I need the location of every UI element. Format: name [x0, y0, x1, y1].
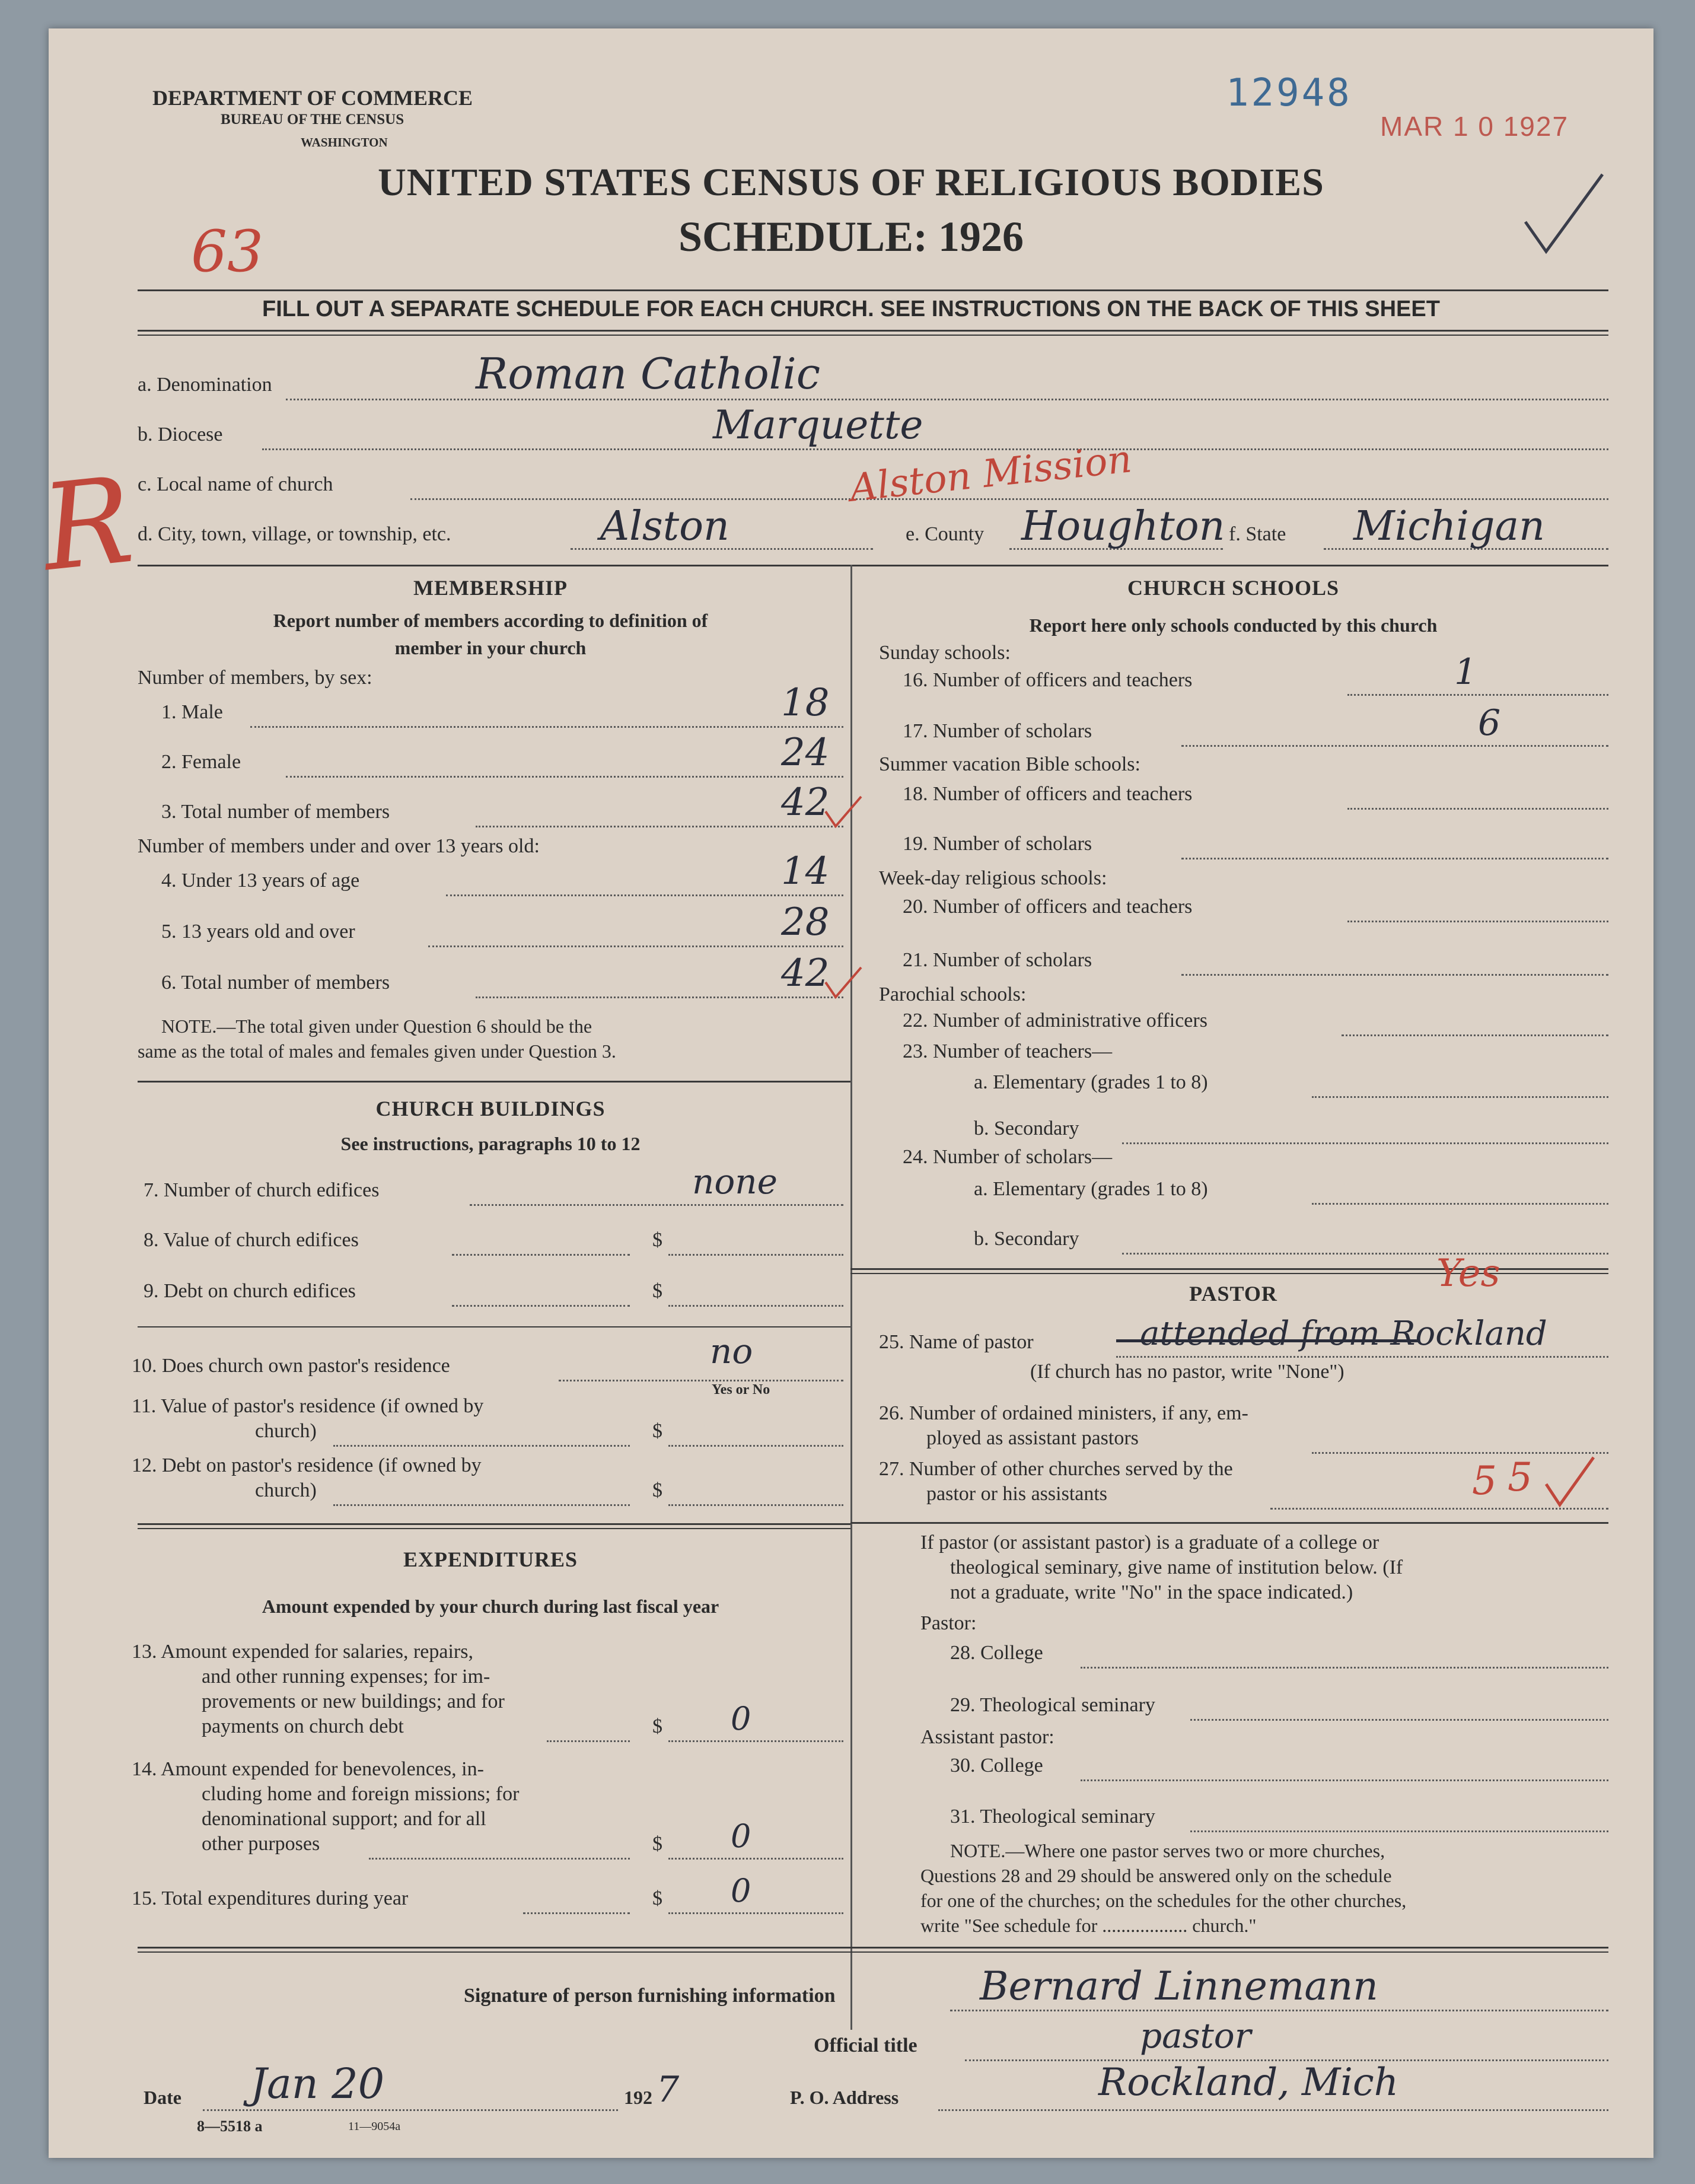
expenditures-heading: EXPENDITURES — [403, 1548, 578, 1571]
date-label: Date — [144, 2087, 181, 2108]
pastor-note-line2: Questions 28 and 29 should be answered only on the schedule — [920, 1865, 1392, 1886]
q13-amount-field[interactable]: 0 — [731, 1700, 751, 1737]
membership-note-line1: NOTE.—The total given under Question 6 should be the — [161, 1015, 592, 1037]
q24b-field[interactable] — [1122, 1253, 1608, 1255]
q11-label-line1: 11. Value of pastor's residence (if owned by — [132, 1395, 484, 1417]
q27-label-line2: pastor or his assistants — [926, 1483, 1108, 1505]
q30-college-field[interactable] — [1081, 1779, 1608, 1781]
q12-debt-field[interactable] — [668, 1504, 843, 1506]
q13-label-line4: payments on church debt — [202, 1715, 404, 1737]
membership-intro-line2: member in your church — [394, 637, 587, 658]
local-name-label: c. Local name of church — [138, 473, 333, 495]
q9-debt-field[interactable] — [668, 1305, 843, 1307]
q18-label: 18. Number of officers and teachers — [903, 783, 1193, 805]
buildings-heading: CHURCH BUILDINGS — [375, 1097, 606, 1120]
q17-label: 17. Number of scholars — [903, 720, 1092, 742]
graduate-instruction-line1: If pastor (or assistant pastor) is a graduate of a college or — [920, 1532, 1379, 1553]
margin-number-annotation: 63 — [191, 218, 264, 285]
membership-intro-line1: Report number of members according to definition of — [273, 610, 708, 631]
q26-label-line1: 26. Number of ordained ministers, if any, em- — [879, 1402, 1248, 1424]
expenditures-intro: Amount expended by your church during last fiscal year — [262, 1596, 719, 1617]
department-label: DEPARTMENT OF COMMERCE — [152, 86, 473, 110]
q25-note: (If church has no pastor, write "None") — [1030, 1361, 1344, 1383]
q7-label: 7. Number of church edifices — [144, 1179, 380, 1201]
q25-pastor-field[interactable]: attended from Rockland — [1140, 1314, 1547, 1353]
city-town-label: d. City, town, village, or township, etc. — [138, 523, 451, 545]
q5-over13-field[interactable]: 28 — [781, 900, 830, 944]
schools-intro: Report here only schools conducted by this church — [1029, 615, 1438, 636]
q23b-label: b. Secondary — [974, 1118, 1079, 1139]
q27-correction: 5 — [1508, 1454, 1532, 1500]
margin-letter-annotation: R — [36, 451, 139, 598]
q19-scholars-field[interactable] — [1181, 858, 1608, 859]
q23b-field[interactable] — [1122, 1142, 1608, 1144]
pastor-subheading: Pastor: — [920, 1612, 977, 1634]
q12-label-line2: church) — [255, 1479, 317, 1501]
q29-seminary-field[interactable] — [1190, 1719, 1608, 1721]
q15-total-field[interactable]: 0 — [731, 1872, 751, 1909]
q13-dollar-sign: $ — [652, 1715, 662, 1737]
q6-total-field[interactable]: 42 — [781, 951, 830, 995]
graduate-instruction-line3: not a graduate, write "No" in the space indicated.) — [950, 1581, 1353, 1603]
buildings-intro: See instructions, paragraphs 10 to 12 — [340, 1133, 641, 1154]
q17-scholars-field[interactable]: 6 — [1478, 702, 1501, 744]
checkmark-icon — [1543, 1454, 1597, 1508]
q8-value-field[interactable] — [668, 1254, 843, 1256]
q19-label: 19. Number of scholars — [903, 833, 1092, 855]
city-label: WASHINGTON — [301, 135, 388, 149]
q11-label-line2: church) — [255, 1420, 317, 1442]
q14-label-line1: 14. Amount expended for benevolences, in- — [132, 1758, 484, 1780]
q20-officers-field[interactable] — [1347, 921, 1608, 922]
q13-label-line2: and other running expenses; for im- — [202, 1666, 490, 1688]
q28-college-field[interactable] — [1081, 1667, 1608, 1669]
weekday-schools-label: Week-day religious schools: — [879, 867, 1107, 889]
q14-label-line3: denominational support; and for all — [202, 1808, 486, 1830]
county-label: e. County — [906, 523, 984, 545]
schools-heading: CHURCH SCHOOLS — [1127, 576, 1340, 600]
q25-label: 25. Name of pastor — [879, 1331, 1034, 1353]
parochial-schools-label: Parochial schools: — [879, 983, 1027, 1005]
q16-label: 16. Number of officers and teachers — [903, 669, 1193, 691]
q1-label: 1. Male — [161, 701, 223, 723]
diocese-label: b. Diocese — [138, 424, 223, 445]
q7-edifices-field[interactable]: none — [692, 1161, 778, 1202]
q15-label: 15. Total expenditures during year — [132, 1887, 409, 1909]
q18-officers-field[interactable] — [1347, 808, 1608, 810]
q5-label: 5. 13 years old and over — [161, 921, 355, 943]
po-address-label: P. O. Address — [790, 2087, 899, 2108]
q31-seminary-field[interactable] — [1190, 1830, 1608, 1832]
pastor-note-line1: NOTE.—Where one pastor serves two or more churches, — [950, 1840, 1385, 1861]
q10-label: 10. Does church own pastor's residence — [132, 1355, 450, 1377]
q27-churches-field[interactable]: 5 — [1472, 1458, 1497, 1504]
q13-label-line1: 13. Amount expended for salaries, repairs, — [132, 1641, 473, 1663]
local-name-field[interactable]: Alston Mission — [847, 437, 1134, 511]
members-by-age-label: Number of members under and over 13 years old: — [138, 835, 540, 857]
official-title-field[interactable]: pastor — [1140, 2016, 1251, 2056]
q12-dollar-sign: $ — [652, 1479, 662, 1501]
q14-dollar-sign: $ — [652, 1833, 662, 1855]
q4-label: 4. Under 13 years of age — [161, 870, 360, 892]
serial-number-stamp: 12948 — [1226, 71, 1352, 115]
assistant-pastor-subheading: Assistant pastor: — [920, 1726, 1054, 1748]
q8-dollar-sign: $ — [652, 1229, 662, 1251]
pastor-annotation: Yes — [1436, 1252, 1500, 1295]
schedule-title: SCHEDULE: 1926 — [678, 213, 1024, 260]
q31-label: 31. Theological seminary — [950, 1806, 1155, 1828]
q28-label: 28. College — [950, 1642, 1043, 1664]
county-field[interactable]: Houghton — [1021, 503, 1225, 550]
checkmark-icon — [823, 964, 864, 1000]
q13-label-line3: provements or new buildings; and for — [202, 1690, 505, 1712]
bureau-label: BUREAU OF THE CENSUS — [221, 112, 404, 128]
signature-label: Signature of person furnishing information — [464, 1985, 836, 2007]
q22-officers-field[interactable] — [1342, 1034, 1608, 1036]
graduate-instruction-line2: theological seminary, give name of institution below. (If — [950, 1556, 1403, 1578]
q26-label-line2: ployed as assistant pastors — [926, 1427, 1139, 1449]
q3-label: 3. Total number of members — [161, 801, 390, 823]
form-title: UNITED STATES CENSUS OF RELIGIOUS BODIES — [378, 161, 1324, 204]
year-prefix: 192 — [624, 2087, 652, 2108]
pastor-note-line4: write "See schedule for .................. church." — [920, 1915, 1257, 1936]
q14-label-line4: other purposes — [202, 1833, 320, 1855]
q16-officers-field[interactable]: 1 — [1454, 651, 1477, 693]
print-number: 11—9054a — [348, 2120, 401, 2133]
q22-label: 22. Number of administrative officers — [903, 1010, 1207, 1031]
q2-female-field[interactable]: 24 — [781, 731, 830, 775]
q15-dollar-sign: $ — [652, 1887, 662, 1909]
sunday-schools-label: Sunday schools: — [879, 642, 1011, 664]
year-field[interactable]: 7 — [657, 2069, 680, 2110]
q24-label: 24. Number of scholars— — [903, 1146, 1113, 1168]
members-by-sex-label: Number of members, by sex: — [138, 667, 372, 689]
q23-label: 23. Number of teachers— — [903, 1040, 1113, 1062]
date-field[interactable]: Jan 20 — [250, 2059, 385, 2108]
summer-schools-label: Summer vacation Bible schools: — [879, 753, 1140, 775]
official-title-label: Official title — [814, 2035, 917, 2056]
q12-label-line1: 12. Debt on pastor's residence (if owned by — [132, 1454, 482, 1476]
q23a-label: a. Elementary (grades 1 to 8) — [974, 1071, 1208, 1093]
pastor-heading: PASTOR — [1189, 1282, 1277, 1306]
instruction-banner: FILL OUT A SEPARATE SCHEDULE FOR EACH CHURCH. SEE INSTRUCTIONS ON THE BACK OF THIS SHEET — [262, 297, 1440, 321]
q10-residence-field[interactable]: no — [710, 1331, 753, 1371]
diocese-field[interactable]: Marquette — [713, 402, 923, 448]
pastor-note-line3: for one of the churches; on the schedules for the other churches, — [920, 1890, 1407, 1911]
q6-label: 6. Total number of members — [161, 972, 390, 994]
q23a-field[interactable] — [1312, 1096, 1608, 1098]
received-date-stamp: MAR 1 0 1927 — [1380, 111, 1569, 142]
membership-note-line2: same as the total of males and females given under Question 3. — [138, 1040, 616, 1062]
q27-label-line1: 27. Number of other churches served by the — [879, 1458, 1233, 1480]
q20-label: 20. Number of officers and teachers — [903, 896, 1193, 918]
q2-label: 2. Female — [161, 751, 241, 773]
q21-label: 21. Number of scholars — [903, 949, 1092, 971]
q24a-label: a. Elementary (grades 1 to 8) — [974, 1178, 1208, 1200]
q11-dollar-sign: $ — [652, 1420, 662, 1442]
q30-label: 30. College — [950, 1755, 1043, 1777]
q26-field[interactable] — [1312, 1452, 1608, 1454]
q24a-field[interactable] — [1312, 1203, 1608, 1205]
q9-dollar-sign: $ — [652, 1280, 662, 1302]
q29-label: 29. Theological seminary — [950, 1694, 1155, 1716]
strikethrough-mark — [1116, 1339, 1419, 1342]
checkmark-icon — [823, 794, 864, 829]
denomination-label: a. Denomination — [138, 374, 272, 396]
city-town-field[interactable]: Alston — [600, 503, 729, 550]
po-address-field[interactable]: Rockland, Mich — [1098, 2061, 1398, 2105]
signature-field[interactable]: Bernard Linnemann — [980, 1963, 1378, 2009]
q21-scholars-field[interactable] — [1181, 974, 1608, 976]
yes-no-hint: Yes or No — [712, 1382, 770, 1397]
state-label: f. State — [1229, 523, 1286, 545]
q4-under13-field[interactable]: 14 — [781, 849, 830, 893]
census-form-sheet — [36, 28, 1653, 2158]
q9-label: 9. Debt on church edifices — [144, 1280, 356, 1302]
q14-label-line2: cluding home and foreign missions; for — [202, 1783, 520, 1805]
q3-total-field[interactable]: 42 — [781, 781, 830, 824]
denomination-field[interactable]: Roman Catholic — [476, 349, 821, 399]
membership-heading: MEMBERSHIP — [413, 576, 568, 600]
q11-value-field[interactable] — [668, 1445, 843, 1447]
form-number: 8—5518 a — [197, 2118, 263, 2135]
q1-male-field[interactable]: 18 — [781, 681, 830, 725]
q24b-label: b. Secondary — [974, 1228, 1079, 1250]
q14-amount-field[interactable]: 0 — [731, 1817, 751, 1855]
state-field[interactable]: Michigan — [1353, 503, 1545, 550]
q8-label: 8. Value of church edifices — [144, 1229, 359, 1251]
